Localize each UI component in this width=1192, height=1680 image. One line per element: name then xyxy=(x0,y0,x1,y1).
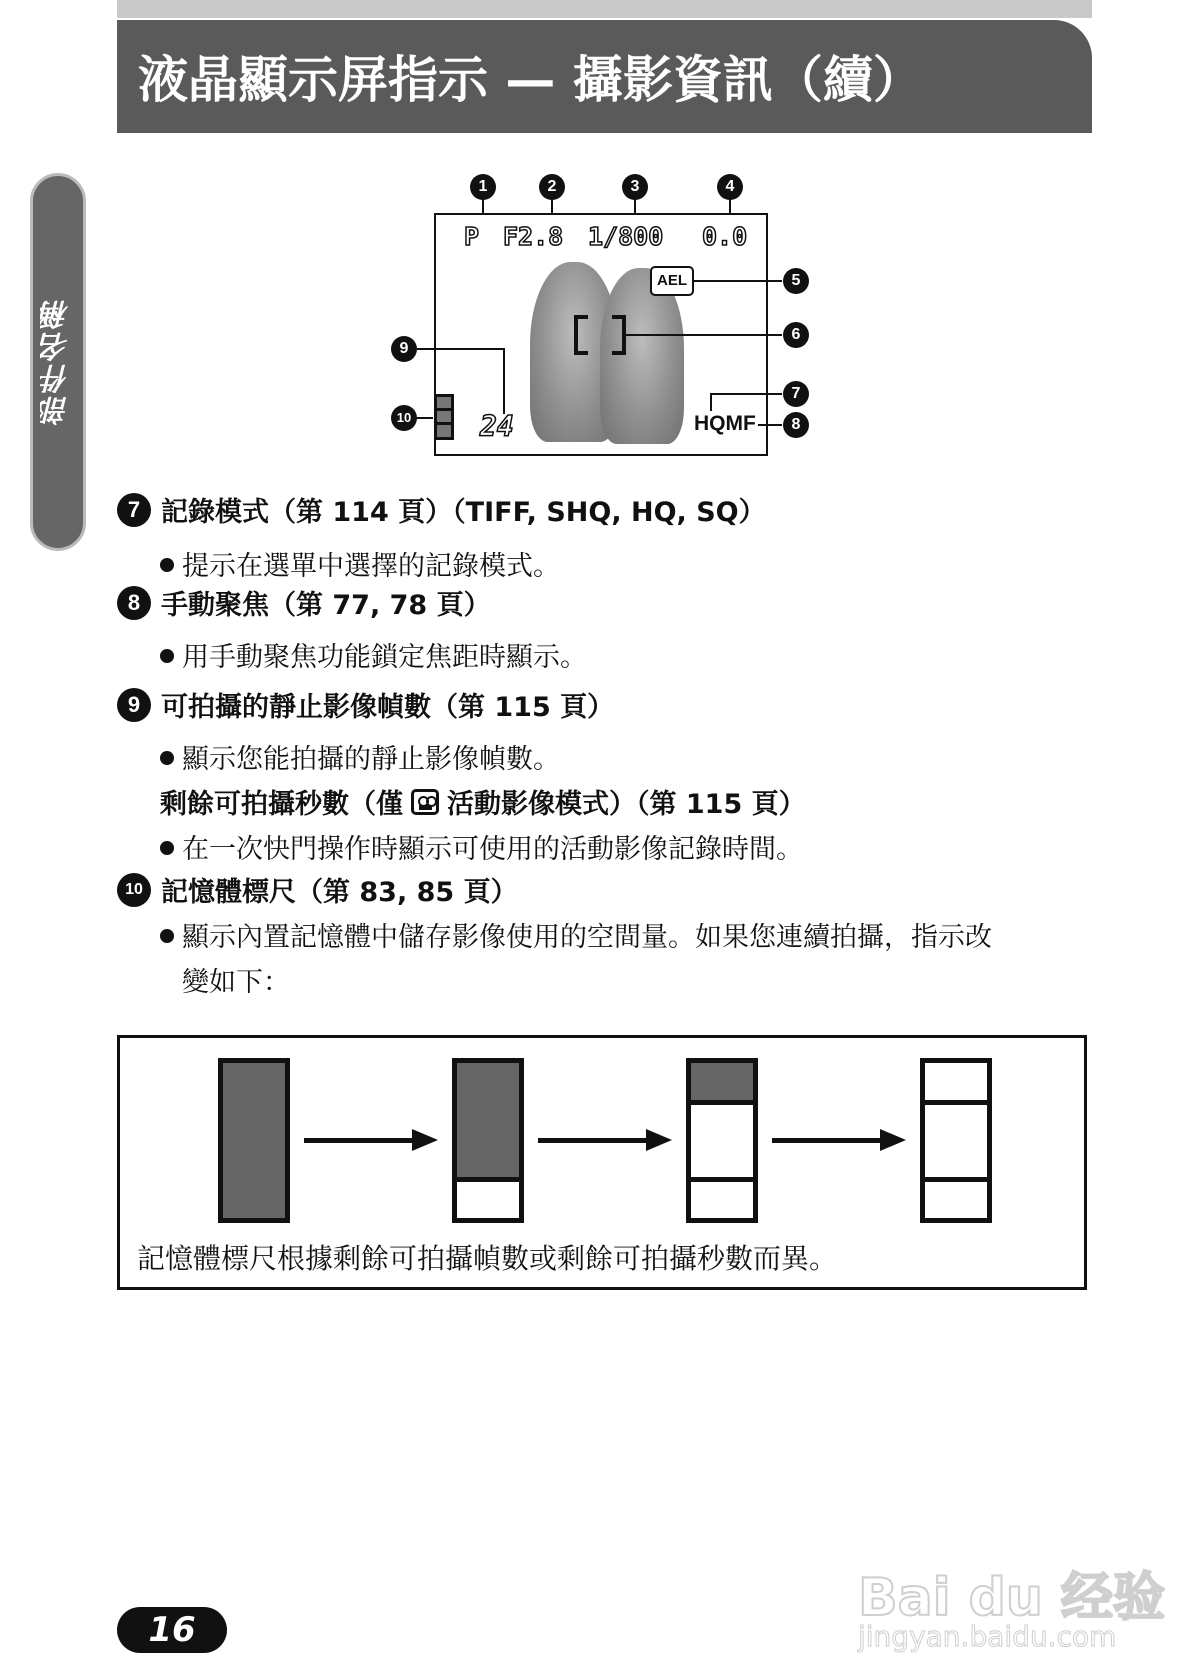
item-10-bullet-text: 顯示內置記憶體中儲存影像使用的空間量。如果您連續拍攝，指示改 xyxy=(182,922,992,953)
item-9-sub-bullet-text: 在一次快門操作時顯示可使用的活動影像記錄時間。 xyxy=(182,834,803,865)
leader-7b xyxy=(710,393,782,395)
lcd-mode: P xyxy=(464,222,480,251)
arrow-head-icon xyxy=(880,1129,906,1151)
lcd-exposure: 0.0 xyxy=(702,222,748,251)
memory-gauge-1 xyxy=(218,1058,290,1223)
item-9-sub-bullet xyxy=(160,827,803,866)
item-9-title: 可拍攝的靜止影像幀數（第 115 頁） xyxy=(161,692,615,723)
callout-3: 3 xyxy=(622,174,648,200)
leader-7a xyxy=(710,393,712,411)
arrow-right-icon xyxy=(304,1138,414,1143)
arrow-right-icon xyxy=(772,1138,882,1143)
arrow-right-icon xyxy=(538,1138,648,1143)
gauge-divider xyxy=(457,1177,519,1182)
lcd-memory-gauge xyxy=(434,394,454,440)
callout-5: 5 xyxy=(783,268,809,294)
bullet-dot xyxy=(160,751,174,765)
leader-9a xyxy=(417,348,505,350)
gauge-divider xyxy=(925,1100,987,1105)
item-7-bullet-text: 提示在選單中選擇的記錄模式。 xyxy=(182,551,560,582)
item-7-title: 記錄模式（第 114 頁）（TIFF, SHQ, HQ, SQ） xyxy=(161,497,766,528)
callout-10: 10 xyxy=(391,405,417,431)
lcd-shutter: 1/800 xyxy=(588,222,664,251)
memory-gauge-4 xyxy=(920,1058,992,1223)
item-8-bullet-text: 用手動聚焦功能鎖定焦距時顯示。 xyxy=(182,642,587,673)
gauge-divider xyxy=(925,1177,987,1182)
gauge-fill xyxy=(457,1063,519,1179)
lcd-ael-indicator: AEL xyxy=(650,266,694,296)
leader-10 xyxy=(417,417,433,419)
side-tab-label: 部件名稱 xyxy=(40,298,75,426)
header-top-strip xyxy=(117,0,1092,18)
item-8-bullet xyxy=(160,635,587,674)
item-10-bullet-continued: 變如下： xyxy=(182,967,290,998)
callout-8: 8 xyxy=(783,412,809,438)
leader-9b xyxy=(503,348,505,414)
watermark-url: jingyan.baidu.com xyxy=(858,1620,1117,1653)
bullet-dot xyxy=(160,649,174,663)
item-9-subtitle-pre: 剩餘可拍攝秒數（僅 xyxy=(160,789,403,820)
item-8-number: 8 xyxy=(117,586,151,620)
callout-1: 1 xyxy=(470,174,496,200)
callout-2: 2 xyxy=(539,174,565,200)
gauge-fill xyxy=(691,1063,753,1102)
callout-6: 6 xyxy=(783,322,809,348)
lcd-frames-count: 24 xyxy=(480,410,514,443)
movie-mode-icon xyxy=(411,789,439,815)
bullet-dot xyxy=(160,929,174,943)
item-9-heading xyxy=(117,685,614,724)
item-10-title: 記憶體標尺（第 83, 85 頁） xyxy=(161,877,518,908)
memory-gauge-2 xyxy=(452,1058,524,1223)
gauge-fill xyxy=(223,1063,285,1218)
item-8-title: 手動聚焦（第 77, 78 頁） xyxy=(161,590,491,621)
gauge-divider xyxy=(691,1100,753,1105)
arrow-head-icon xyxy=(412,1129,438,1151)
lcd-record-mode-focus: HQMF xyxy=(694,412,756,435)
item-10-number: 10 xyxy=(117,873,151,907)
item-9-bullet xyxy=(160,737,560,776)
item-7-bullet xyxy=(160,544,560,583)
leader-8 xyxy=(758,424,782,426)
gauge-caption: 記憶體標尺根據剩餘可拍攝幀數或剩餘可拍攝秒數而異。 xyxy=(137,1242,838,1275)
item-9-subheading xyxy=(160,782,806,821)
bullet-dot xyxy=(160,558,174,572)
callout-9: 9 xyxy=(391,336,417,362)
lcd-aperture: F2.8 xyxy=(503,222,564,251)
item-9-number: 9 xyxy=(117,688,151,722)
leader-6 xyxy=(626,334,782,336)
callout-7: 7 xyxy=(783,381,809,407)
item-8-heading xyxy=(117,583,491,622)
arrow-head-icon xyxy=(646,1129,672,1151)
af-bracket-left xyxy=(574,315,588,355)
item-7-number: 7 xyxy=(117,493,151,527)
item-9-subtitle-post: 活動影像模式）（第 115 頁） xyxy=(447,789,806,820)
memory-gauge-3 xyxy=(686,1058,758,1223)
bullet-dot xyxy=(160,841,174,855)
page-number: 16 xyxy=(117,1607,227,1653)
item-10-heading xyxy=(117,870,518,909)
item-10-bullet xyxy=(160,915,992,954)
leader-5 xyxy=(692,280,782,282)
af-bracket-right xyxy=(612,315,626,355)
item-9-bullet-text: 顯示您能拍攝的靜止影像幀數。 xyxy=(182,744,560,775)
page-title: 液晶顯示屏指示 — 攝影資訊（續） xyxy=(138,51,923,109)
watermark-logo: Bai du 经验 xyxy=(858,1568,1165,1628)
item-7-heading xyxy=(117,490,766,529)
callout-4: 4 xyxy=(717,174,743,200)
gauge-divider xyxy=(691,1177,753,1182)
